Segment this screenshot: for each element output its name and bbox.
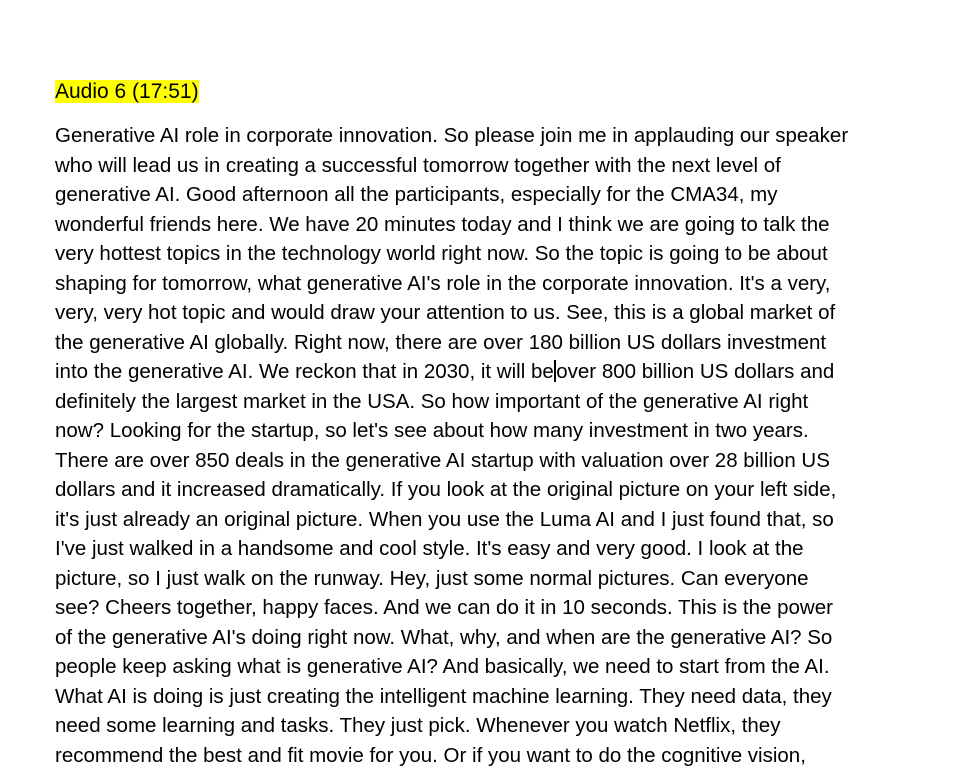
transcript-line: of the generative AI's doing right now. What, why, and when are the generative AI? So [55,625,833,649]
transcript-line: very hottest topics in the technology world right now. So the topic is going to be about [55,242,828,265]
transcript-line: who will lead us in creating a successful tomorrow together with the next level of [55,153,781,177]
transcript-line: shaping for tomorrow, what generative AI's role in the corporate innovation. It's a very, [55,271,831,295]
transcript-line: dollars and it increased dramatically. If you look at the original picture on your left side, [55,478,837,501]
transcript-line: I've just walked in a handsome and cool style. It's easy and very good. I look at the [55,537,804,560]
transcript-line-tail: over 800 billion US dollars and [556,360,835,383]
audio-heading [55,79,199,105]
transcript-line: people keep asking what is generative AI? And basically, we need to start from the AI. [55,655,830,678]
transcript-line: now? Looking for the startup, so let's see about how many investment in two years. [55,419,809,442]
transcript-line: generative AI. Good afternoon all the participants, especially for the CMA34, my [55,183,778,206]
transcript-line: wonderful friends here. We have 20 minutes today and I think we are going to talk the [55,212,830,236]
transcript-line: see? Cheers together, happy faces. And we can do it in 10 seconds. This is the power [55,596,833,619]
transcript-line: need some learning and tasks. They just pick. Whenever you watch Netflix, they [55,714,781,737]
transcript-line: very, very hot topic and would draw your attention to us. See, this is a global market of [55,301,836,324]
transcript-line: picture, so I just walk on the runway. Hey, just some normal pictures. Can everyone [55,566,809,590]
transcript-line: What AI is doing is just creating the intelligent machine learning. They need data, they [55,684,832,708]
audio-heading-text: Audio 6 (17:51) [55,80,199,103]
transcript-line-head: into the generative AI. We reckon that in 2030, it will be [55,360,554,383]
transcript-line: There are over 850 deals in the generative AI startup with valuation over 28 billion US [55,448,830,472]
transcript-line: Generative AI role in corporate innovation. So please join me in applauding our speaker [55,124,849,147]
transcript-line: recommend the best and fit movie for you. Or if you want to do the cognitive vision, [55,743,806,767]
transcript-body[interactable] [55,121,935,770]
transcript-line: definitely the largest market in the USA. So how important of the generative AI right [55,389,809,413]
transcript-line-with-caret [55,357,935,387]
transcript-line: it's just already an original picture. When you use the Luma AI and I just found that, so [55,507,834,531]
transcript-line: the generative AI globally. Right now, there are over 180 billion US dollars investment [55,330,827,354]
